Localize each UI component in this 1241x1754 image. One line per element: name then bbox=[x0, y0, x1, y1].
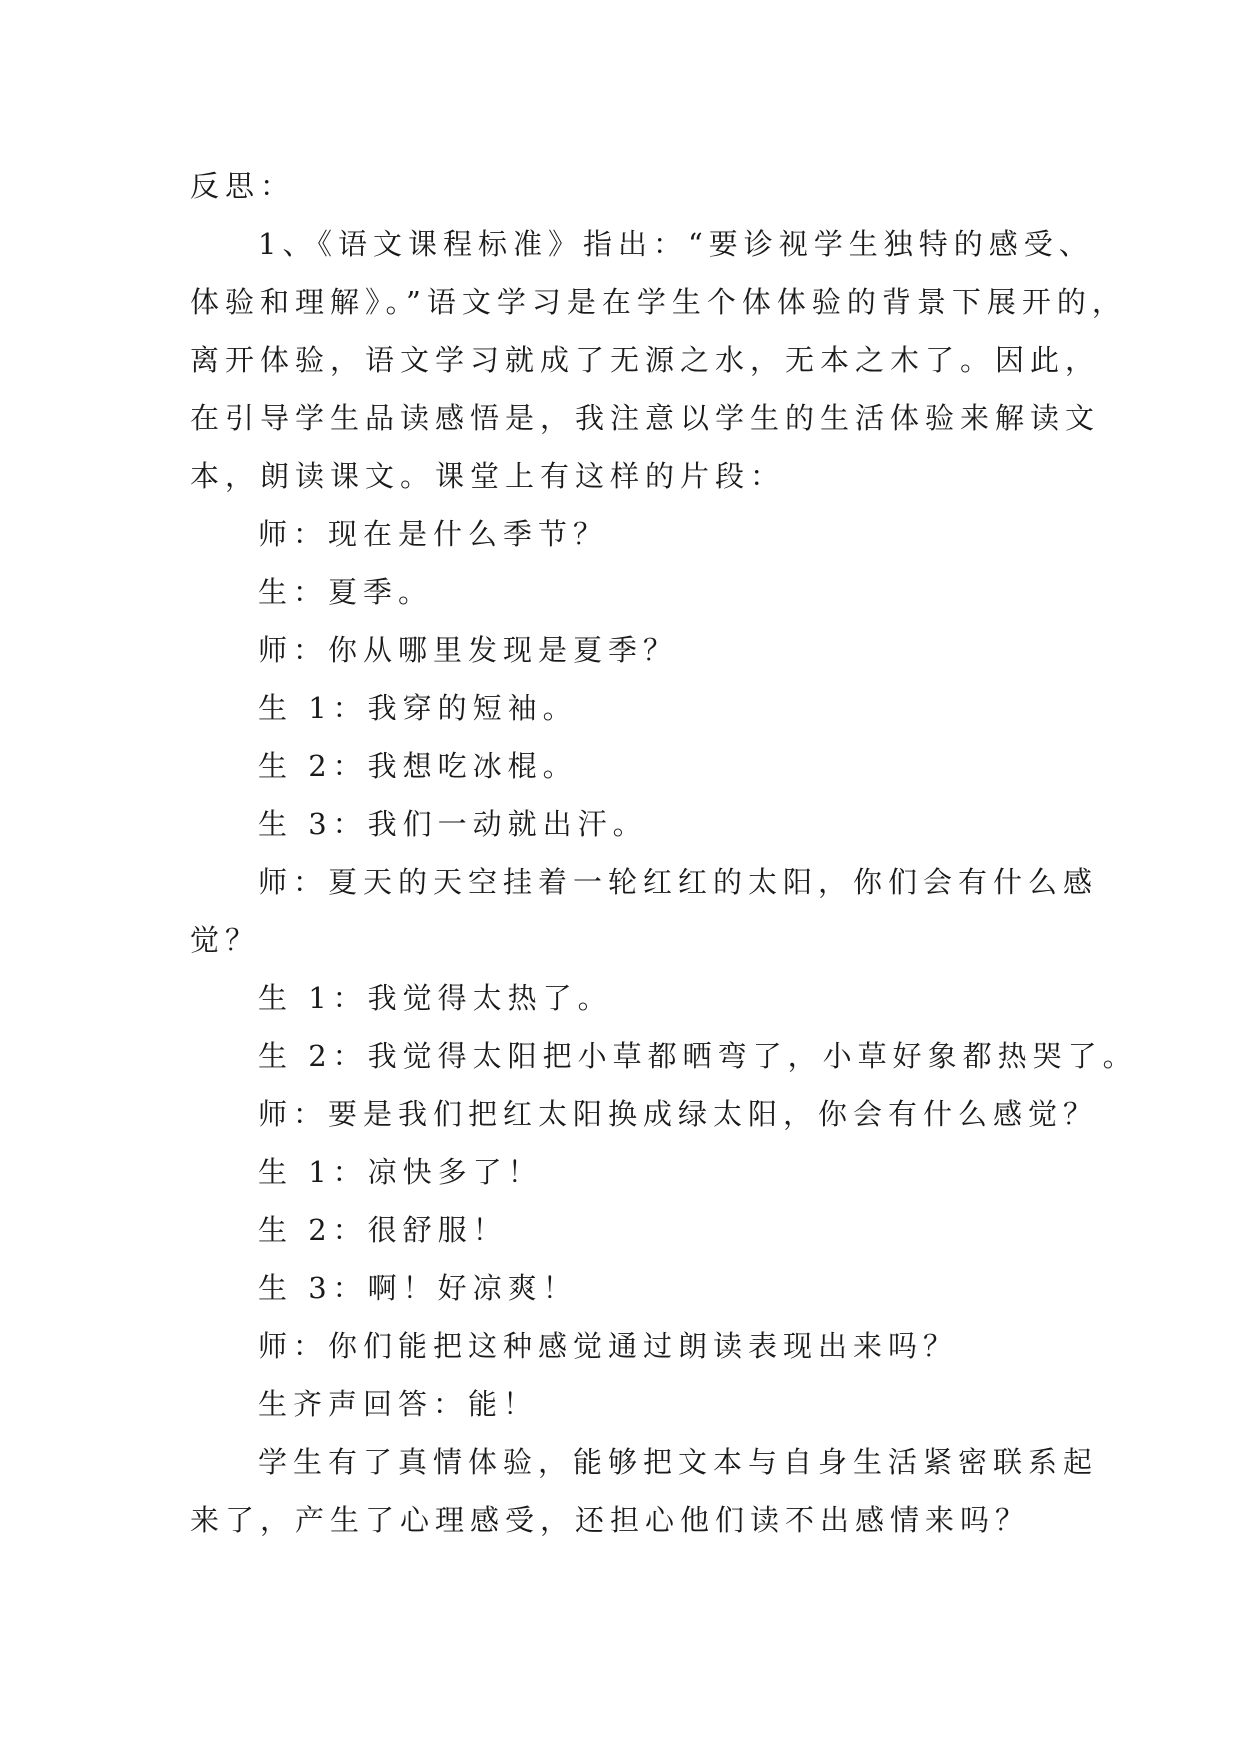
paragraph-line: 本，朗读课文。课堂上有这样的片段： bbox=[190, 459, 786, 493]
conclusion-line: 学生有了真情体验，能够把文本与自身生活紧密联系起 bbox=[258, 1445, 1099, 1479]
dialogue-line: 生：夏季。 bbox=[258, 575, 434, 609]
dialogue-line: 生 1：我觉得太热了。 bbox=[258, 981, 613, 1015]
document-body bbox=[190, 157, 1138, 1549]
dialogue-line: 生 1：凉快多了！ bbox=[258, 1155, 543, 1189]
dialogue-line: 师：夏天的天空挂着一轮红红的太阳，你们会有什么感 bbox=[258, 865, 1099, 899]
dialogue-line: 生齐声回答：能！ bbox=[258, 1387, 539, 1421]
dialogue-line: 师：要是我们把红太阳换成绿太阳，你会有什么感觉？ bbox=[258, 1097, 1099, 1131]
conclusion-line: 来了，产生了心理感受，还担心他们读不出感情来吗？ bbox=[190, 1503, 1031, 1537]
dialogue-line: 生 2：很舒服！ bbox=[258, 1213, 508, 1247]
dialogue-line: 师：你们能把这种感觉通过朗读表现出来吗？ bbox=[258, 1329, 959, 1363]
paragraph-line: 体验和理解》。”语文学习是在学生个体体验的背景下展开的， bbox=[190, 285, 1127, 319]
dialogue-line: 生 3：我们一动就出汗。 bbox=[258, 807, 648, 841]
paragraph-line: 1、《语文课程标准》指出：“要诊视学生独特的感受、 bbox=[258, 227, 1094, 261]
dialogue-line: 生 2：我觉得太阳把小草都晒弯了，小草好象都热哭了。 bbox=[258, 1039, 1138, 1073]
dialogue-line: 师：现在是什么季节？ bbox=[258, 517, 609, 551]
dialogue-line: 生 2：我想吃冰棍。 bbox=[258, 749, 578, 783]
dialogue-line: 觉？ bbox=[190, 923, 261, 957]
section-heading: 反思： bbox=[190, 169, 296, 203]
dialogue-line: 生 3：啊！好凉爽！ bbox=[258, 1271, 578, 1305]
dialogue-line: 生 1：我穿的短袖。 bbox=[258, 691, 578, 725]
paragraph-line: 离开体验，语文学习就成了无源之水，无本之木了。因此， bbox=[190, 343, 1101, 377]
paragraph-line: 在引导学生品读感悟是，我注意以学生的生活体验来解读文 bbox=[190, 401, 1101, 435]
dialogue-line: 师：你从哪里发现是夏季？ bbox=[258, 633, 679, 667]
